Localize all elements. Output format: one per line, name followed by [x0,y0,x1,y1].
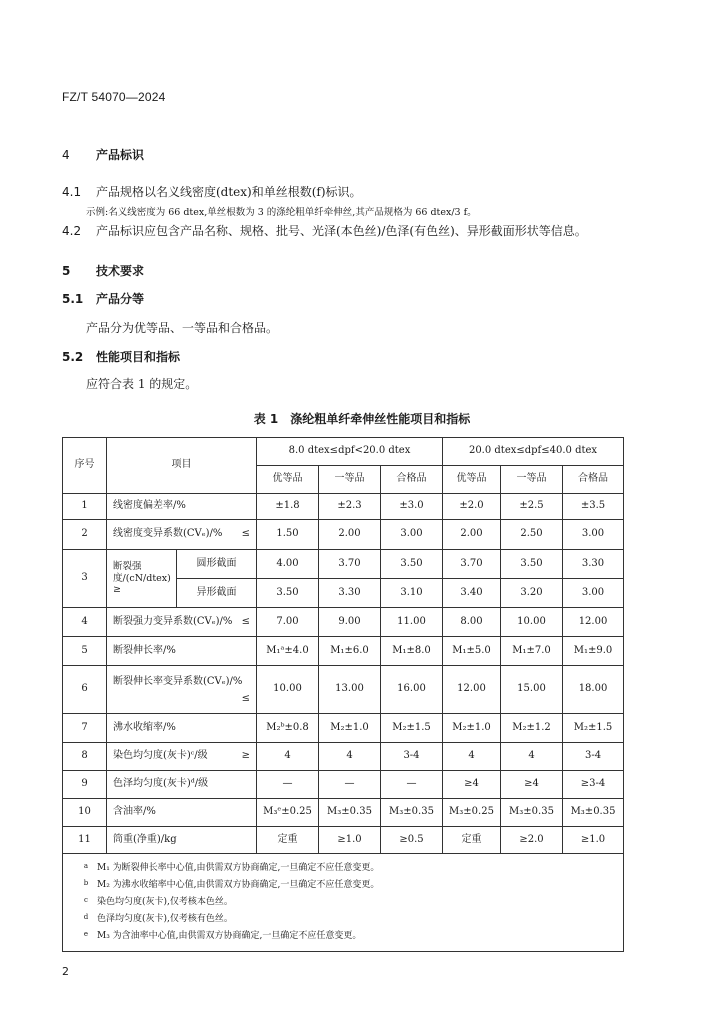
row-item: 断裂强力变异系数(CVₑ)/% [113,615,233,627]
inequality-sign: ≤ [241,692,250,704]
table-row [63,608,624,637]
clause-5-2-title: 性能项目和指标 [96,350,181,364]
value-cell: 3.00 [381,520,443,550]
value-cell: — [319,771,381,799]
value-cell: 4 [501,743,563,771]
clause-5-1-title: 产品分等 [96,292,145,306]
section-5-number: 5 [62,264,71,278]
value-cell: 3.00 [563,579,624,608]
value-cell: 10.00 [257,666,319,714]
value-cell: ≥1.0 [563,827,624,854]
section-5-title: 技术要求 [96,264,145,278]
value-cell: 2.50 [501,520,563,550]
value-cell: 16.00 [381,666,443,714]
table-row [63,494,624,520]
clause-4-1-number: 4.1 [62,185,82,199]
clause-4-2 [62,222,587,239]
value-cell: 3.20 [501,579,563,608]
row-seq: 1 [63,494,107,520]
clause-5-1-text: 产品分为优等品、一等品和合格品。 [86,321,279,335]
value-cell: 15.00 [501,666,563,714]
value-cell: ±2.3 [319,494,381,520]
table-row [63,771,624,799]
value-cell: ≥1.0 [319,827,381,854]
value-cell: 1.50 [257,520,319,550]
value-cell: 9.00 [319,608,381,637]
table-caption: 表 1 涤纶粗单纤牵伸丝性能项目和指标 [253,412,471,426]
clause-5-2-heading [62,348,180,365]
value-cell: 11.00 [381,608,443,637]
row-seq: 2 [63,520,107,550]
value-cell: M₃±0.35 [319,799,381,827]
clause-4-1-example: 示例:名义线密度为 66 dtex,单丝根数为 3 的涤纶粗单纤牵伸丝,其产品规格为 66 dtex/3 f。 [86,207,477,218]
header-grade-superior-1: 优等品 [257,466,319,494]
value-cell: ±2.0 [443,494,501,520]
value-cell: 3.10 [381,579,443,608]
value-cell: M₃ᵉ±0.25 [257,799,319,827]
row-seq: 6 [63,666,107,714]
row-item-cell [107,520,257,550]
value-cell: M₁±8.0 [381,637,443,666]
value-cell: M₂±1.0 [443,714,501,743]
section-5-heading [62,262,144,279]
value-cell: 3.50 [381,550,443,579]
header-seq: 序号 [63,438,107,494]
value-cell: — [381,771,443,799]
table-row [63,827,624,854]
value-cell: M₂ᵇ±0.8 [257,714,319,743]
section-4-title: 产品标识 [96,148,145,162]
header-grade-qualified-2: 合格品 [563,466,624,494]
value-cell: 4.00 [257,550,319,579]
section-4-heading [62,146,144,163]
header-grade-superior-2: 优等品 [443,466,501,494]
value-cell: ≥4 [443,771,501,799]
standard-number: FZ/T 54070—2024 [62,90,166,104]
row-seq: 11 [63,827,107,854]
footnote-row [63,854,624,952]
header-range-2: 20.0 dtex≤dpf≤40.0 dtex [443,438,624,466]
inequality-sign: ≥ [113,584,121,596]
value-cell: M₁±6.0 [319,637,381,666]
header-grade-first-1: 一等品 [319,466,381,494]
value-cell: 2.00 [319,520,381,550]
value-cell: 3.30 [563,550,624,579]
value-cell: 4 [319,743,381,771]
value-cell: M₁±9.0 [563,637,624,666]
row-item: 线密度变异系数(CVₑ)/% [113,528,223,540]
value-cell: 定重 [257,827,319,854]
value-cell: ≥4 [501,771,563,799]
row-item-cell [107,550,177,608]
row-item: 筒重(净重)/kg [107,827,257,854]
value-cell: M₃±0.35 [563,799,624,827]
table-row [63,520,624,550]
header-item: 项目 [107,438,257,494]
row-seq: 3 [63,550,107,608]
row-item: 染色均匀度(灰卡)ᶜ/级 [113,750,208,762]
inequality-sign: ≤ [241,615,250,627]
value-cell: M₂±1.0 [319,714,381,743]
value-cell: 12.00 [443,666,501,714]
table-row [63,714,624,743]
value-cell: 13.00 [319,666,381,714]
value-cell: ±1.8 [257,494,319,520]
value-cell: 4 [257,743,319,771]
value-cell: M₂±1.5 [563,714,624,743]
row-item: 断裂伸长率/% [107,637,257,666]
header-range-1: 8.0 dtex≤dpf<20.0 dtex [257,438,443,466]
row-item-cell [107,666,257,714]
value-cell: M₃±0.35 [381,799,443,827]
value-cell: 3.40 [443,579,501,608]
value-cell: M₂±1.2 [501,714,563,743]
row-item: 断裂伸长率变异系数(CVₑ)/% [113,675,243,687]
table-row [63,743,624,771]
row-seq: 4 [63,608,107,637]
value-cell: ±3.0 [381,494,443,520]
row-item: 线密度偏差率/% [107,494,257,520]
clause-4-1 [62,183,362,200]
value-cell: ±2.5 [501,494,563,520]
footnote-c: c 染色均匀度(灰卡),仅考核本色丝。 [84,896,233,908]
row-seq: 9 [63,771,107,799]
table-row [63,550,624,579]
table-row [63,666,624,714]
value-cell: 3.50 [257,579,319,608]
clause-4-2-number: 4.2 [62,224,82,238]
value-cell: 4 [443,743,501,771]
footnote-d: d 色泽均匀度(灰卡),仅考核有色丝。 [83,913,233,925]
value-cell: M₁±7.0 [501,637,563,666]
value-cell: 7.00 [257,608,319,637]
value-cell: 8.00 [443,608,501,637]
inequality-sign: ≥ [241,750,250,762]
clause-5-2-number: 5.2 [62,350,84,364]
value-cell: M₃±0.35 [501,799,563,827]
clause-5-1-number: 5.1 [62,292,84,306]
value-cell: 3.70 [319,550,381,579]
value-cell: 3.30 [319,579,381,608]
row-item: 断裂强度/(cN/dtex) [113,560,171,584]
value-cell: — [257,771,319,799]
performance-table [62,437,624,952]
table-row [63,637,624,666]
value-cell: ≥2.0 [501,827,563,854]
row-item: 含油率/% [107,799,257,827]
row-seq: 7 [63,714,107,743]
row-seq: 10 [63,799,107,827]
value-cell: 10.00 [501,608,563,637]
row-seq: 5 [63,637,107,666]
value-cell: 3.50 [501,550,563,579]
value-cell: ≥3-4 [563,771,624,799]
footnote-e: e M₃ 为含油率中心值,由供需双方协商确定,一旦确定不应任意变更。 [83,930,362,942]
clause-4-1-text: 产品规格以名义线密度(dtex)和单丝根数(f)标识。 [96,185,362,199]
value-cell: 定重 [443,827,501,854]
value-cell: 2.00 [443,520,501,550]
value-cell: ≥0.5 [381,827,443,854]
value-cell: M₂±1.5 [381,714,443,743]
value-cell: 3.00 [563,520,624,550]
value-cell: M₁ᵃ±4.0 [257,637,319,666]
footnote-a: a M₁ 为断裂伸长率中心值,由供需双方协商确定,一旦确定不应任意变更。 [83,862,380,873]
clause-4-2-text: 产品标识应包含产品名称、规格、批号、光泽(本色丝)/色泽(有色丝)、异形截面形状等信息。 [96,224,587,238]
row-subitem: 圆形截面 [177,550,257,579]
value-cell: M₃±0.25 [443,799,501,827]
value-cell: 18.00 [563,666,624,714]
clause-5-2-text: 应符合表 1 的规定。 [86,377,198,391]
value-cell: 3-4 [381,743,443,771]
value-cell: M₁±5.0 [443,637,501,666]
row-item-cell [107,743,257,771]
row-item: 沸水收缩率/% [107,714,257,743]
row-subitem: 异形截面 [177,579,257,608]
section-4-number: 4 [62,148,70,162]
clause-5-1-heading [62,290,144,307]
table-footnotes [63,854,624,952]
header-grade-first-2: 一等品 [501,466,563,494]
row-item: 色泽均匀度(灰卡)ᵈ/级 [107,771,257,799]
row-item-cell [107,608,257,637]
inequality-sign: ≤ [241,528,250,540]
value-cell: 12.00 [563,608,624,637]
value-cell: ±3.5 [563,494,624,520]
value-cell: 3-4 [563,743,624,771]
value-cell: 3.70 [443,550,501,579]
footnote-b: b M₂ 为沸水收缩率中心值,由供需双方协商确定,一旦确定不应任意变更。 [83,879,380,891]
header-grade-qualified-1: 合格品 [381,466,443,494]
table-row [63,799,624,827]
row-seq: 8 [63,743,107,771]
page-number: 2 [62,965,69,978]
